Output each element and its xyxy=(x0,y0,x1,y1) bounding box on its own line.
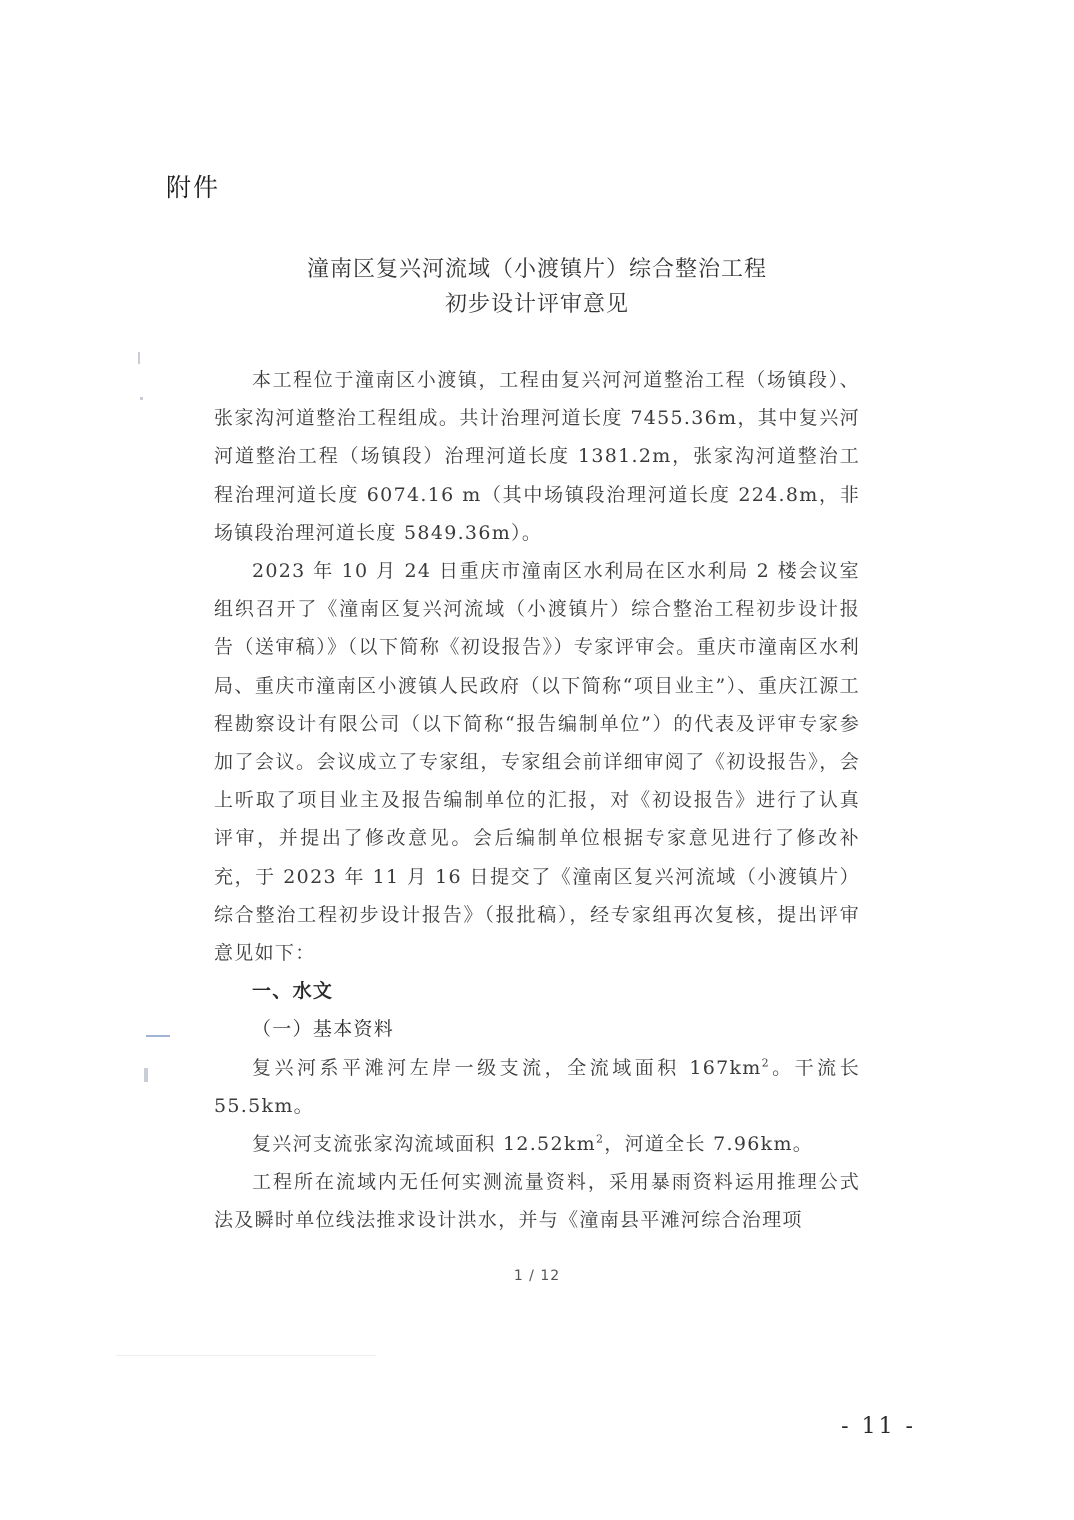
attachment-label: 附件 xyxy=(166,173,221,202)
text-zhangjia-length: ，河道全长 7.96km。 xyxy=(604,1133,814,1156)
text-zhangjia-area: 复兴河支流张家沟流域面积 12.52km xyxy=(252,1133,596,1156)
document-title-line1: 潼南区复兴河流域（小渡镇片）综合整治工程 xyxy=(306,257,767,282)
paragraph-design-flood: 工程所在流域内无任何实测流量资料，采用暴雨资料运用推理公式法及瞬时单位线法推求设计洪水，并与《潼南县平滩河综合治理项 xyxy=(214,1171,860,1232)
section-heading-hydrology: 一、水文 xyxy=(252,980,334,1003)
text-fuxing-area: 复兴河系平滩河左岸一级支流，全流域面积 167km xyxy=(252,1056,762,1079)
page-number: - 11 - xyxy=(841,1414,916,1439)
paragraph-review-meeting: 2023 年 10 月 24 日重庆市潼南区水利局在区水利局 2 楼会议室组织召开了《潼南区复兴河流域（小渡镇片）综合整治工程初步设计报告（送审稿）》（以下简称《初设报告》）专家评审会。重庆市潼南区水利局、重庆市潼南区小渡镇人民政府（以下简称“项目业主”）、重庆江源工程勘察设计有限公司（以下简称“报告编制单位”）的代表及评审专家参加了会议。会议成立了专家组，专家组会前详细审阅了《初设报告》，会上听取了项目业主及报告编制单位的汇报，对《初设报告》进行了认真评审，并提出了修改意见。会后编制单位根据专家意见进行了修改补充，于 2023 年 11 月 16 日提交了《潼南区复兴河流域（小渡镇片）综合整治工程初步设计报告》（报批稿），经专家组再次复核，提出评审意见如下： xyxy=(214,560,860,965)
superscript-2: 2 xyxy=(595,1132,605,1146)
pdf-pager: 1 / 12 xyxy=(513,1268,561,1284)
paragraph-zhangjia-gully xyxy=(214,1125,860,1163)
paragraph-fuxing-river xyxy=(214,1049,860,1125)
text-fuxing-length: 。干流长 55.5km。 xyxy=(214,1056,860,1117)
paragraph-project-overview: 本工程位于潼南区小渡镇，工程由复兴河河道整治工程（场镇段）、张家沟河道整治工程组成。共计治理河道长度 7455.36m，其中复兴河河道整治工程（场镇段）治理河道长度 1381.2m，张家沟河道整治工程治理河道长度 6074.16 m（其中场镇段治理河道长度 224.8m，非场镇段治理河道长度 5849.36m）。 xyxy=(214,369,860,544)
superscript-2: 2 xyxy=(761,1056,770,1070)
subsection-heading-basic-data: （一）基本资料 xyxy=(252,1018,395,1041)
scan-line xyxy=(116,1355,376,1356)
document-title-line2: 初步设计评审意见 xyxy=(444,292,629,317)
scan-mark xyxy=(146,1035,170,1037)
scan-mark xyxy=(144,1068,148,1082)
document-body xyxy=(214,361,860,1240)
scan-mark xyxy=(138,352,140,364)
scan-mark xyxy=(140,397,143,400)
